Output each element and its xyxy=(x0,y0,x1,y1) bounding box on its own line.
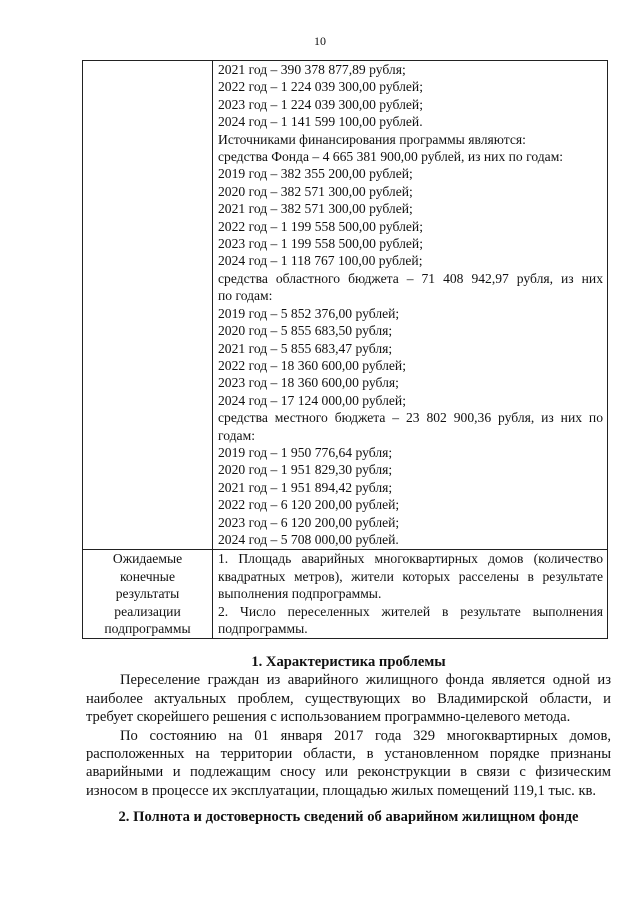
result-item-1: выполнения подпрограммы. xyxy=(218,586,382,602)
local-year-line: 2020 год – 1 951 829,30 рубля; xyxy=(218,462,393,478)
funding-line: 2021 год – 390 378 877,89 рубля; xyxy=(218,62,406,77)
fund-total-line: средства Фонда – 4 665 381 900,00 рублей, из них по годам: xyxy=(218,149,564,165)
result-item-1: 1. Площадь аварийных многоквартирных домов (количество xyxy=(218,551,603,567)
results-label-line: Ожидаемые xyxy=(112,551,183,567)
local-year-line: 2024 год – 5 708 000,00 рублей. xyxy=(218,531,399,547)
fund-year-line: 2024 год – 1 118 767 100,00 рублей; xyxy=(218,253,423,269)
results-row xyxy=(83,550,608,639)
local-year-line: 2022 год – 6 120 200,00 рублей; xyxy=(218,497,400,513)
fund-year-line: 2019 год – 382 355 200,00 рублей; xyxy=(218,166,413,182)
local-budget-total-cont: годам: xyxy=(218,427,255,443)
local-year-line: 2021 год – 1 951 894,42 рубля; xyxy=(218,479,393,495)
funding-row xyxy=(83,61,608,550)
result-item-2: 2. Число переселенных жителей в результате выполнения xyxy=(218,603,603,619)
regional-budget-total-cont: по годам: xyxy=(218,288,273,304)
section-problem-description xyxy=(86,653,611,800)
funding-line: 2023 год – 1 224 039 300,00 рублей; xyxy=(218,96,423,112)
regional-year-line: 2023 год – 18 360 600,00 рубля; xyxy=(218,375,399,391)
fund-year-line: 2020 год – 382 571 300,00 рублей; xyxy=(218,183,413,199)
result-item-1: квадратных метров), жители которых расселены в результате xyxy=(218,568,603,584)
funding-sources-heading: Источниками финансирования программы являются: xyxy=(218,131,526,147)
fund-year-line: 2023 год – 1 199 558 500,00 рублей; xyxy=(218,236,423,252)
result-item-2: подпрограммы. xyxy=(218,621,308,636)
paragraph-line: По состоянию на 01 января 2017 года 329 многоквартирных домов, xyxy=(120,727,611,744)
local-budget-total: средства местного бюджета – 23 802 900,36 рубля, из них по xyxy=(218,410,603,426)
section-1-heading: 1. Характеристика проблемы xyxy=(251,654,446,670)
results-value-cell xyxy=(213,550,608,639)
results-label-line: конечные xyxy=(120,568,175,584)
regional-budget-total: средства областного бюджета – 71 408 942,97 рубля, из них xyxy=(218,270,603,286)
local-year-line: 2023 год – 6 120 200,00 рублей; xyxy=(218,514,400,530)
paragraph-line: Переселение граждан из аварийного жилищного фонда является одной из xyxy=(120,672,611,689)
program-passport-table xyxy=(82,60,608,639)
regional-year-line: 2019 год – 5 852 376,00 рублей; xyxy=(218,305,400,321)
funding-label-cell xyxy=(83,61,213,550)
regional-year-line: 2021 год – 5 855 683,47 рубля; xyxy=(218,340,393,356)
paragraph-line: наиболее актуальных проблем, существующих во Владимирской области, и xyxy=(86,690,611,707)
paragraph-line: расположенных на территории области, в установленном порядке признаны xyxy=(86,746,611,763)
section-2-heading: 2. Полнота и достоверность сведений об аварийном жилищном фонде xyxy=(118,809,579,825)
paragraph-line: аварийными и подлежащим сносу или реконструкции в связи с физическим xyxy=(86,764,611,781)
regional-year-line: 2022 год – 18 360 600,00 рублей; xyxy=(218,357,406,373)
paragraph-line: износом в процессе их эксплуатации, площадью жилых помещений 119,1 тыс. кв. xyxy=(86,782,597,799)
fund-year-line: 2022 год – 1 199 558 500,00 рублей; xyxy=(218,218,423,234)
results-label-line: подпрограммы xyxy=(104,621,191,636)
results-label-line: результаты xyxy=(115,586,180,602)
regional-year-line: 2024 год – 17 124 000,00 рублей; xyxy=(218,392,406,408)
funding-line: 2022 год – 1 224 039 300,00 рублей; xyxy=(218,79,423,95)
funding-line: 2024 год – 1 141 599 100,00 рублей. xyxy=(218,114,423,130)
fund-year-line: 2021 год – 382 571 300,00 рублей; xyxy=(218,201,413,217)
funding-value-cell xyxy=(213,61,608,550)
paragraph-line: требует скорейшего решения с использованием программно-целевого метода. xyxy=(86,709,571,726)
page-number: 10 xyxy=(314,34,326,48)
local-year-line: 2019 год – 1 950 776,64 рубля; xyxy=(218,444,393,460)
results-label-cell xyxy=(83,550,213,639)
regional-year-line: 2020 год – 5 855 683,50 рубля; xyxy=(218,323,393,339)
results-label-line: реализации xyxy=(114,603,181,619)
